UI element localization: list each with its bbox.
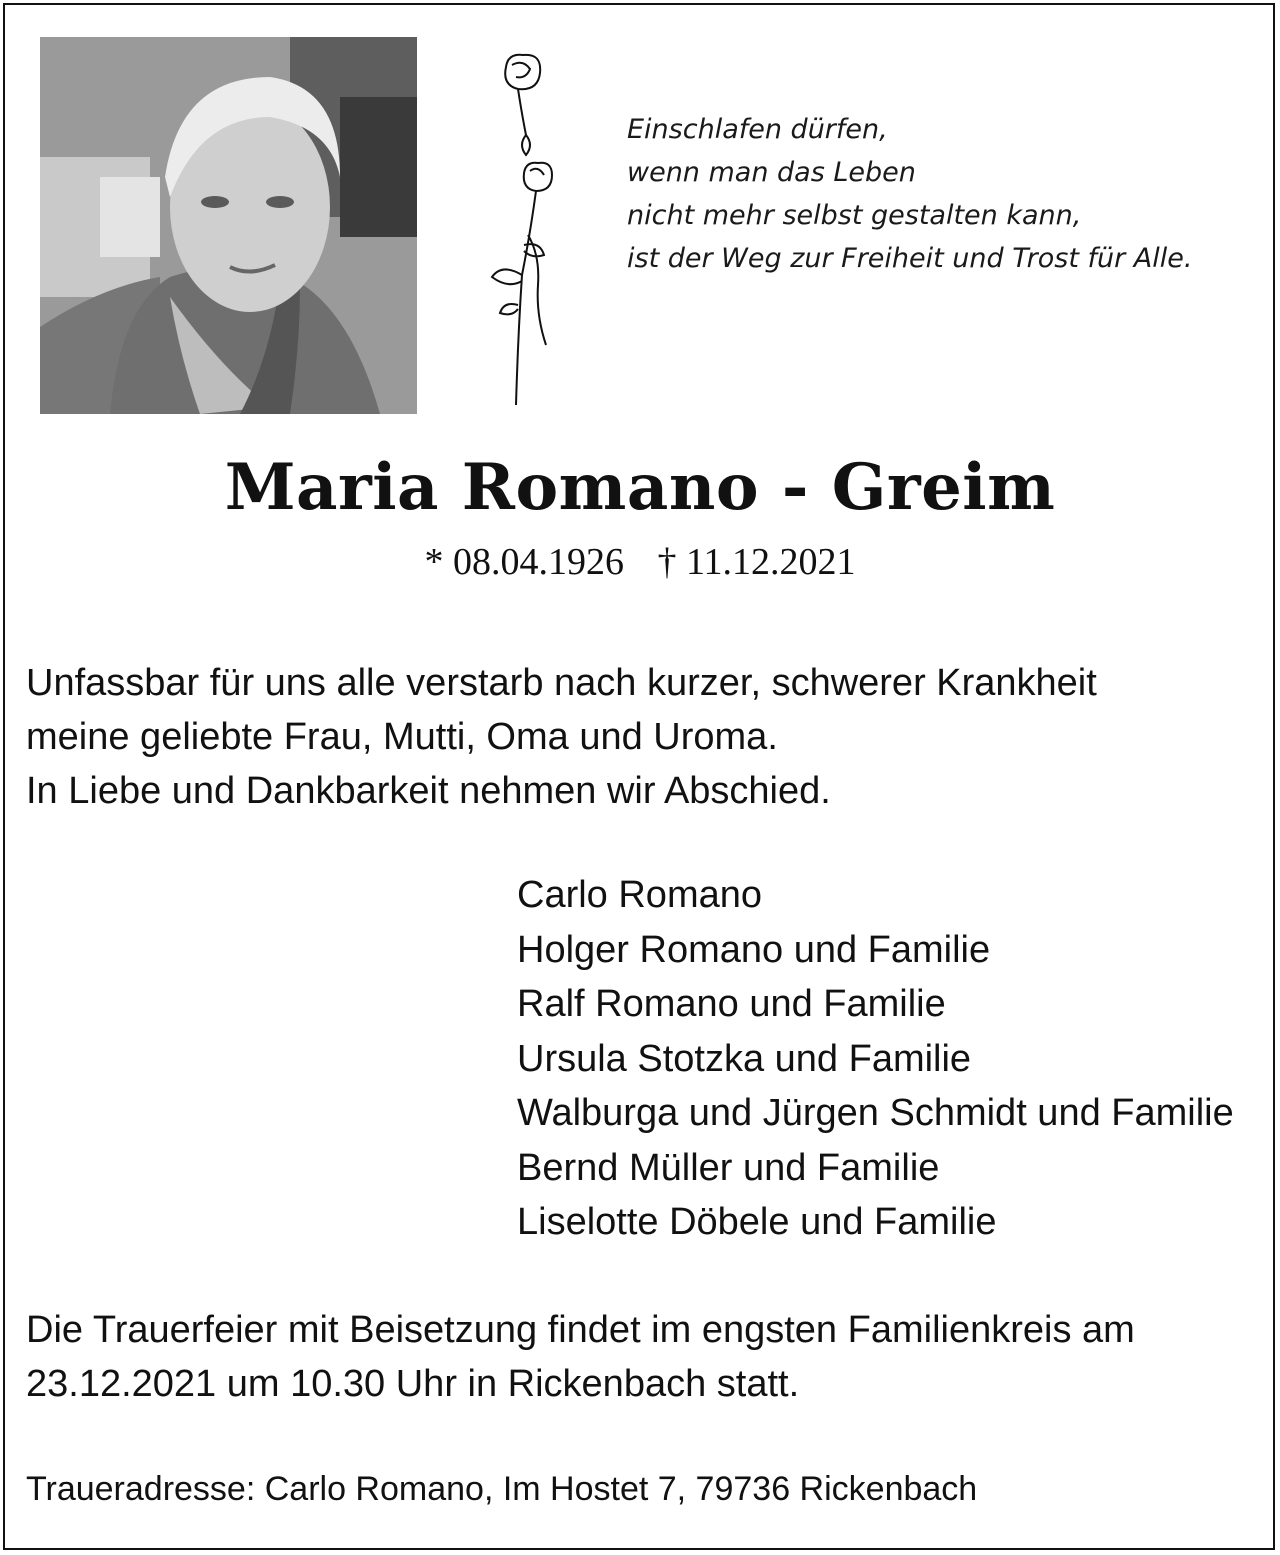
mourner: Holger Romano und Familie: [517, 928, 991, 971]
mourner: Ralf Romano und Familie: [517, 983, 946, 1025]
poem: [627, 108, 1192, 280]
mourners-list: [517, 868, 1234, 1250]
ceremony-line: 23.12.2021 um 10.30 Uhr in Rickenbach statt.: [26, 1363, 800, 1405]
mourner: Bernd Müller und Familie: [517, 1146, 940, 1189]
life-dates: [0, 540, 1280, 584]
intro-text: [26, 656, 1097, 818]
intro-line: meine geliebte Frau, Mutti, Oma und Uroma.: [26, 716, 778, 758]
mourner: Ursula Stotzka und Familie: [517, 1037, 972, 1080]
deceased-name: Maria Romano - Greim: [224, 450, 1056, 525]
poem-line: wenn man das Leben: [627, 157, 916, 188]
mourner: Carlo Romano: [517, 874, 762, 916]
rose-icon: [478, 45, 568, 410]
intro-line: In Liebe und Dankbarkeit nehmen wir Abschied.: [26, 770, 831, 812]
birth-date: * 08.04.1926: [424, 541, 624, 583]
poem-line: ist der Weg zur Freiheit und Trost für Alle.: [627, 243, 1193, 274]
mourner: Liselotte Döbele und Familie: [517, 1201, 997, 1243]
intro-line: Unfassbar für uns alle verstarb nach kurzer, schwerer Krankheit: [26, 662, 1097, 704]
ceremony-info: [26, 1303, 1135, 1411]
poem-line: nicht mehr selbst gestalten kann,: [627, 200, 1082, 231]
poem-line: Einschlafen dürfen,: [627, 114, 888, 145]
mourning-address: Traueradresse: Carlo Romano, Im Hostet 7, 79736 Rickenbach: [26, 1470, 978, 1508]
ceremony-line: Die Trauerfeier mit Beisetzung findet im engsten Familienkreis am: [26, 1309, 1135, 1351]
death-date: † 11.12.2021: [657, 541, 856, 583]
mourner: Walburga und Jürgen Schmidt und Familie: [517, 1092, 1234, 1134]
portrait-photo: [40, 37, 417, 414]
